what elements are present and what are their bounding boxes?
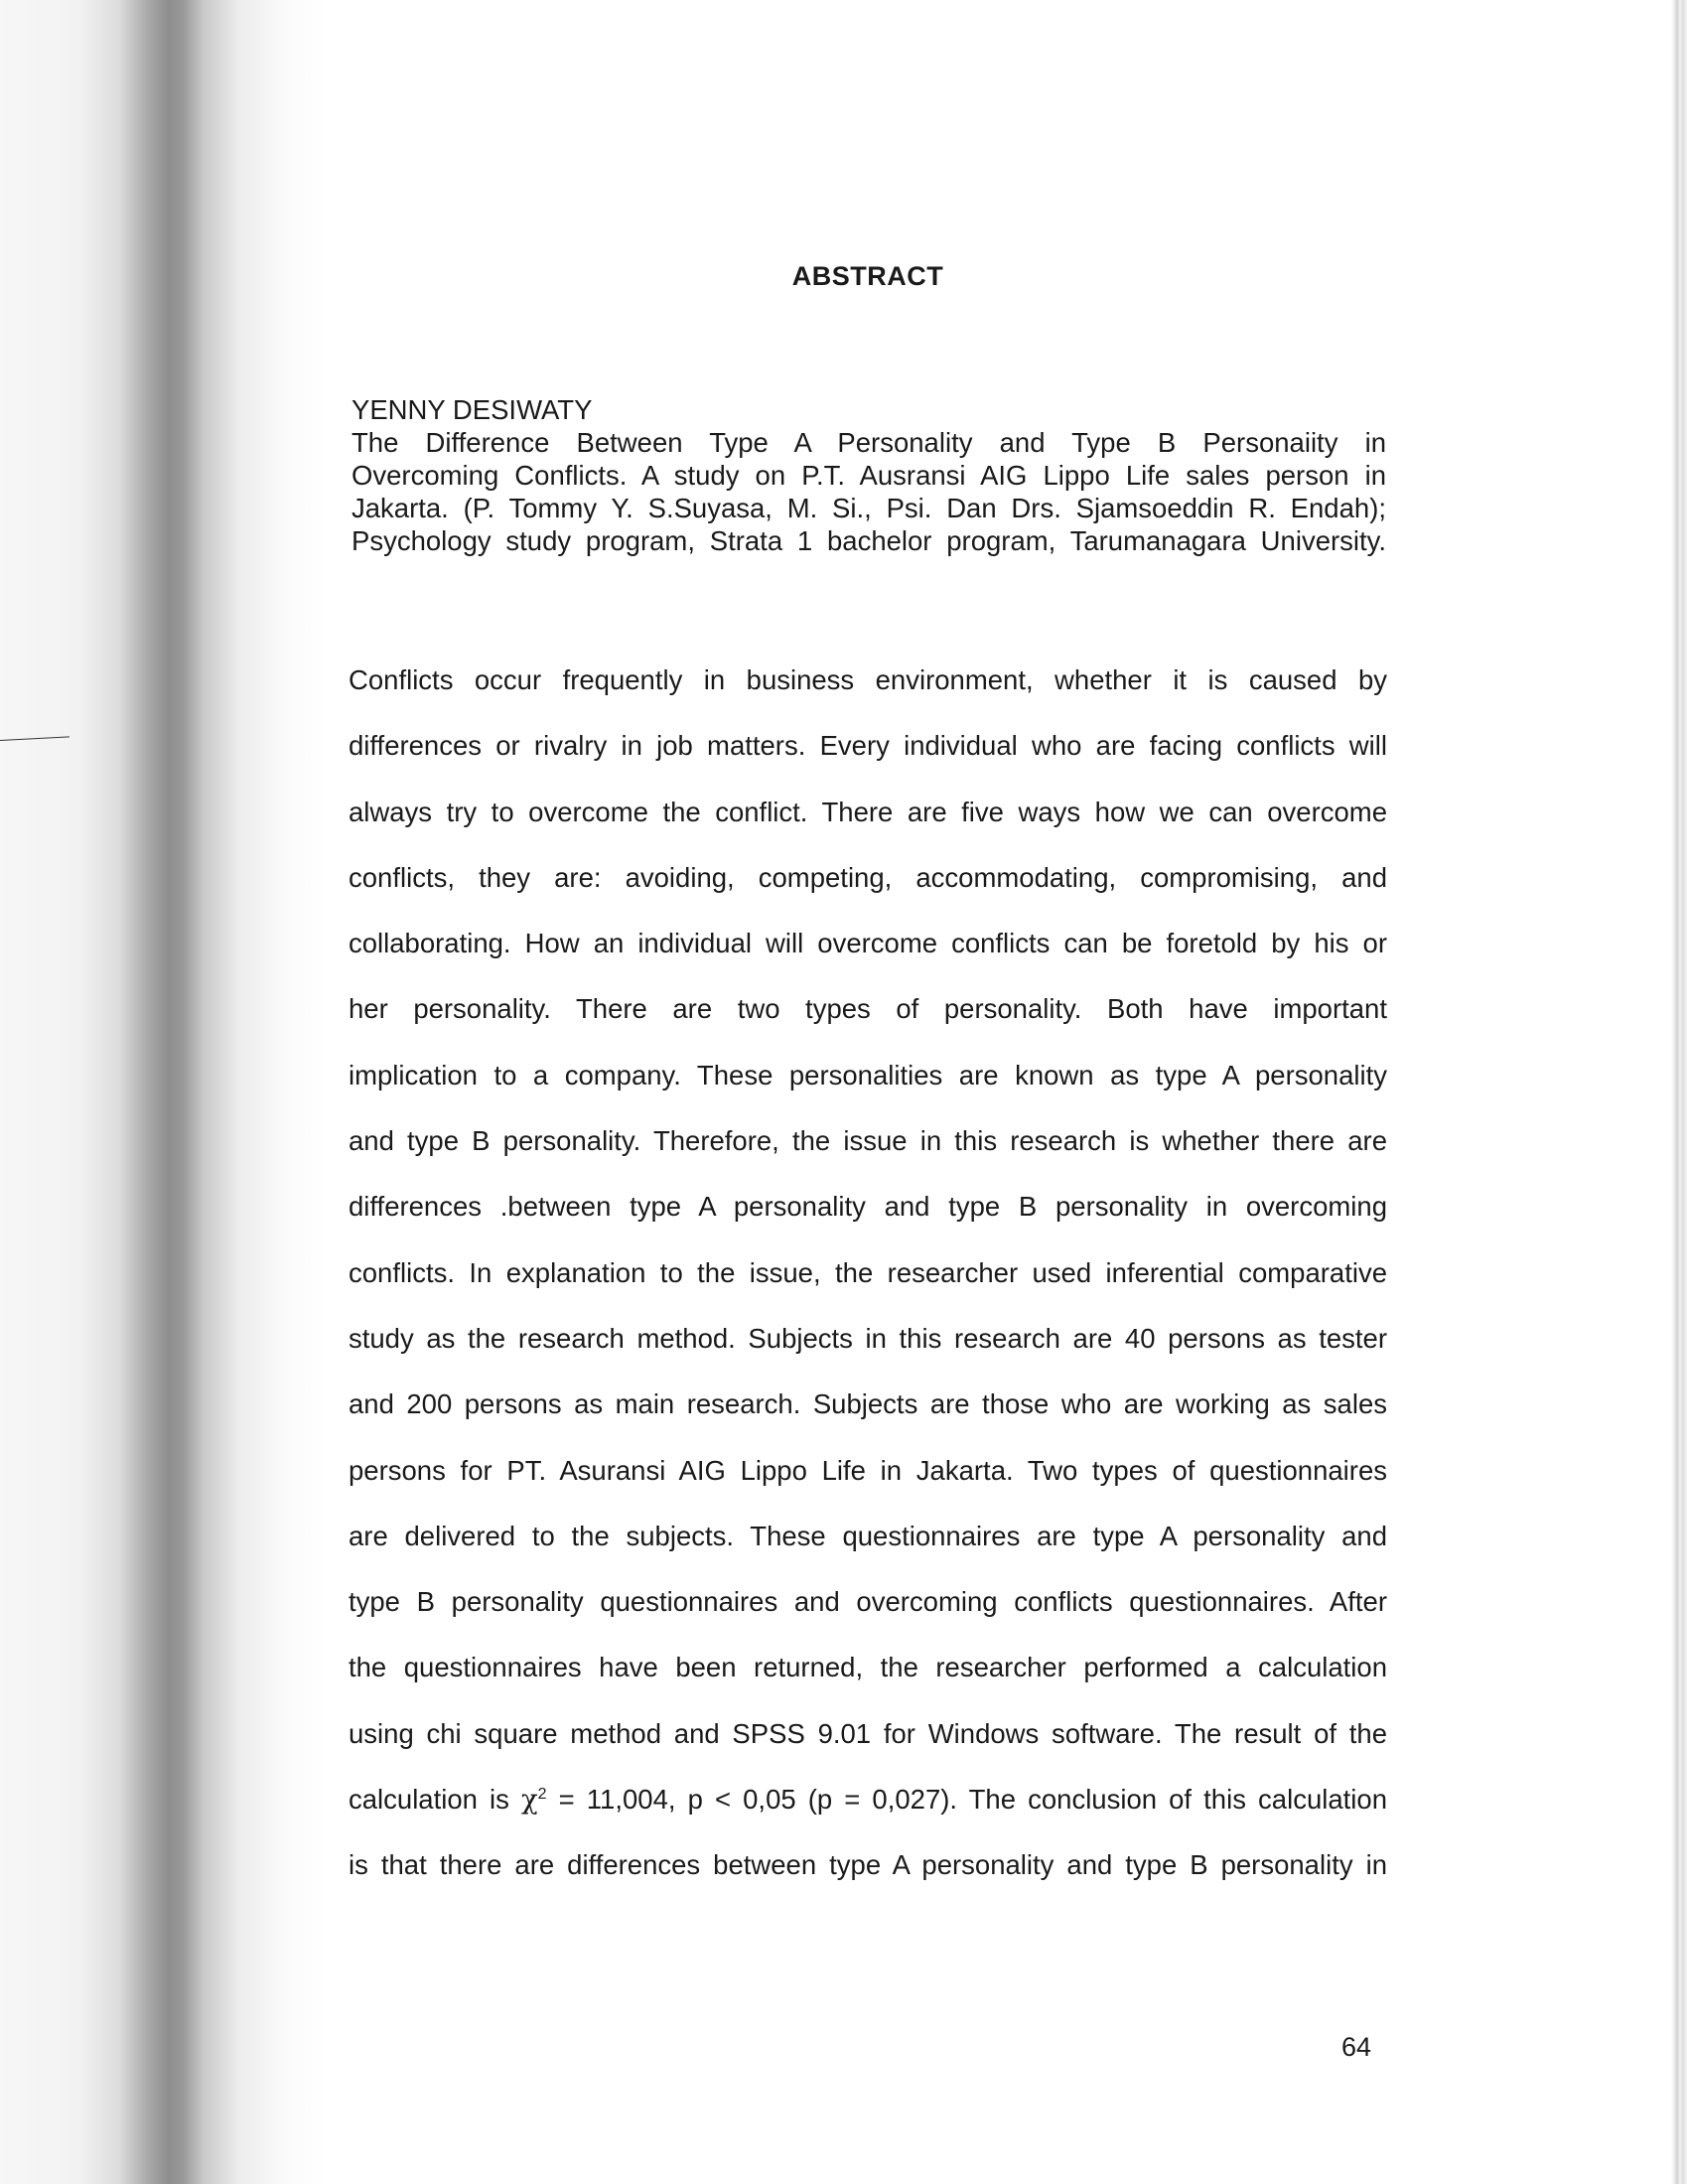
- page-number: 64: [1341, 2032, 1372, 2062]
- chi-exponent: 2: [537, 1785, 547, 1803]
- body-line: her personality. There are two types of personality. Both have important: [349, 993, 1387, 1025]
- chi-symbol: χ: [520, 1784, 538, 1817]
- body-line: differences or rivalry in job matters. Every individual who are facing conflicts will: [349, 730, 1387, 762]
- body-line: is that there are differences between type A personality and type B personality in: [349, 1849, 1387, 1881]
- body-line: the questionnaires have been returned, the researcher performed a calculation: [349, 1652, 1387, 1683]
- citation-line: The Difference Between Type A Personality and Type B Personaiity in: [351, 427, 1386, 458]
- body-line: Conflicts occur frequently in business environment, whether it is caused by: [349, 664, 1387, 695]
- body-line: using chi square method and SPSS 9.01 for Windows software. The result of the: [349, 1717, 1387, 1749]
- body-line: conflicts, they are: avoiding, competing, accommodating, compromising, and: [349, 861, 1387, 893]
- body-line: study as the research method. Subjects in this research are 40 persons as tester: [349, 1322, 1387, 1354]
- body-line: implication to a company. These personalities are known as type A personality: [349, 1059, 1387, 1091]
- citation-line: Overcoming Conflicts. A study on P.T. Ausransi AIG Lippo Life sales person in: [351, 460, 1386, 491]
- calc-prefix: calculation is: [349, 1784, 521, 1816]
- abstract-body: [349, 648, 1387, 1899]
- body-line: conflicts. In explanation to the issue, the researcher used inferential comparative: [349, 1256, 1387, 1288]
- body-line: collaborating. How an individual will overcome conflicts can be foretold by his or: [349, 928, 1387, 959]
- body-line: and type B personality. Therefore, the issue in this research is whether there are: [349, 1125, 1387, 1157]
- calc-suffix: = 11,004, p < 0,05 (p = 0,027). The conclusion of this calculation: [546, 1784, 1387, 1816]
- abstract-header: [351, 393, 1386, 557]
- body-line: always try to overcome the conflict. There are five ways how we can overcome: [349, 796, 1387, 827]
- chi-square-result-line: [349, 1767, 1387, 1832]
- body-line: persons for PT. Asuransi AIG Lippo Life in Jakarta. Two types of questionnaires: [349, 1454, 1387, 1486]
- author-name: YENNY DESIWATY: [351, 394, 593, 425]
- citation-line: Psychology study program, Strata 1 bachelor program, Tarumanagara University.: [351, 525, 1386, 556]
- body-line: and 200 persons as main research. Subjects are those who are working as sales: [349, 1388, 1387, 1420]
- citation-line: Jakarta. (P. Tommy Y. S.Suyasa, M. Si., Psi. Dan Drs. Sjamsoeddin R. Endah);: [351, 493, 1386, 523]
- body-line: type B personality questionnaires and overcoming conflicts questionnaires. After: [349, 1586, 1387, 1618]
- body-line: are delivered to the subjects. These questionnaires are type A personality and: [349, 1520, 1387, 1551]
- scan-page-edge: [1671, 0, 1687, 2184]
- scan-binding-shadow: [0, 0, 328, 2184]
- abstract-title: ABSTRACT: [791, 261, 944, 291]
- body-line: differences .between type A personality and type B personality in overcoming: [349, 1191, 1387, 1223]
